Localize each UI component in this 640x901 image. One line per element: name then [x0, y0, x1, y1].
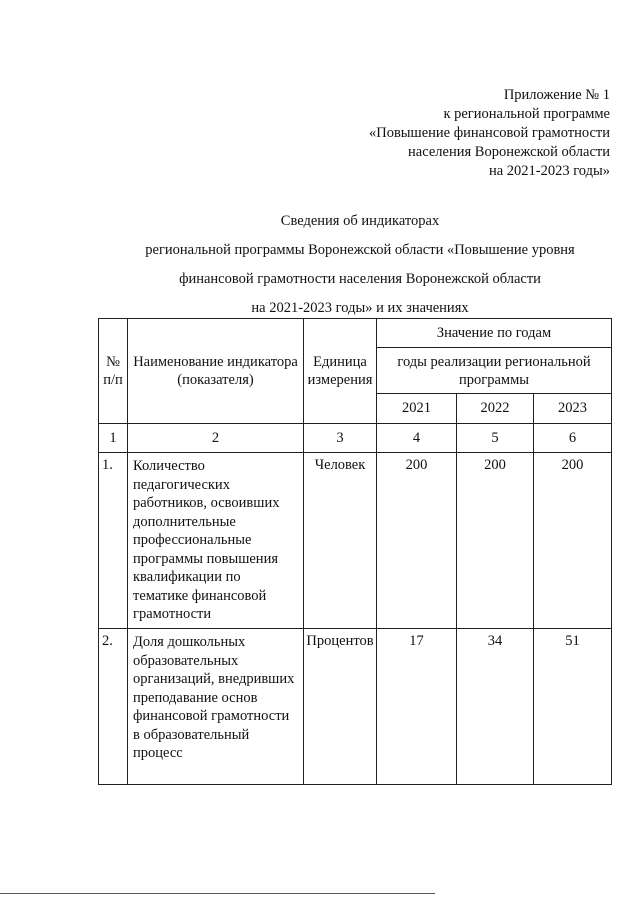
indicator-unit: Процентов [304, 629, 377, 785]
header-values-group: Значение по годам [377, 319, 612, 348]
row-num: 1. [99, 453, 128, 629]
indicators-table [98, 318, 612, 785]
column-number: 4 [377, 424, 457, 453]
title-line: Сведения об индикаторах [280, 213, 440, 229]
value-2021: 200 [377, 453, 457, 629]
appendix-line: Приложение № 1 [503, 87, 610, 103]
header-unit: Единица измерения [304, 319, 377, 424]
value-2021: 17 [377, 629, 457, 785]
header-year: 2023 [534, 394, 612, 424]
title-line: региональной программы Воронежской области «Повышение уровня [145, 242, 575, 258]
document-title [60, 207, 640, 323]
appendix-line: населения Воронежской области [408, 144, 610, 160]
column-number: 5 [457, 424, 534, 453]
header-name: Наименование индикатора (показателя) [128, 319, 304, 424]
value-2022: 34 [457, 629, 534, 785]
indicator-name: Доля дошкольных образовательных организаций, внедривших преподавание основ финансовой грамотности в образовательный процесс [128, 629, 304, 785]
appendix-line: к региональной программе [443, 106, 610, 122]
table-row [99, 453, 612, 629]
scan-edge-line [0, 893, 435, 894]
column-number: 6 [534, 424, 612, 453]
appendix-line: на 2021-2023 годы» [488, 163, 610, 179]
column-number: 1 [99, 424, 128, 453]
appendix-reference [250, 86, 610, 181]
column-number: 3 [304, 424, 377, 453]
indicator-name: Количество педагогических работников, освоивших дополнительные профессиональные программы повышения квалификации по тематике финансовой грамотности [128, 453, 304, 629]
header-year: 2021 [377, 394, 457, 424]
value-2023: 51 [534, 629, 612, 785]
title-line: финансовой грамотности населения Воронежской области [179, 271, 541, 287]
value-2023: 200 [534, 453, 612, 629]
appendix-line: «Повышение финансовой грамотности [368, 125, 610, 141]
indicator-unit: Человек [304, 453, 377, 629]
column-number: 2 [128, 424, 304, 453]
header-values-subgroup: годы реализации региональной программы [377, 348, 612, 394]
title-line: на 2021-2023 годы» и их значениях [251, 300, 469, 316]
header-num: № п/п [99, 319, 128, 424]
header-year: 2022 [457, 394, 534, 424]
table-row [99, 629, 612, 785]
value-2022: 200 [457, 453, 534, 629]
row-num: 2. [99, 629, 128, 785]
